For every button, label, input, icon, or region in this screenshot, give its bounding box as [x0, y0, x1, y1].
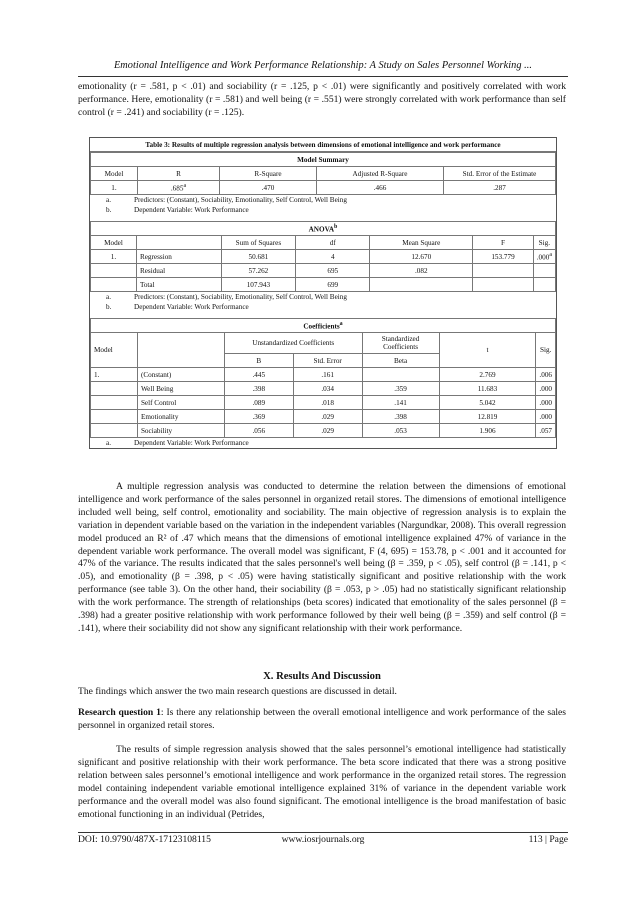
note-label: a. [106, 196, 111, 204]
anova-header: Model [91, 236, 137, 250]
anova-cell-sig: .000$^a$ [533, 250, 555, 264]
note-text: Dependent Variable: Work Performance [134, 303, 249, 311]
coef-cell: .000 [536, 382, 556, 396]
note-label: a. [106, 439, 111, 447]
anova-header: Mean Square [370, 236, 473, 250]
footer-doi: DOI: 10.9790/487X-17123108115 [78, 834, 211, 845]
anova-table [90, 221, 556, 292]
anova-header: Sum of Squares [221, 236, 296, 250]
model-summary-table [90, 152, 556, 195]
coef-cell: .369 [224, 410, 293, 424]
coef-cell: .029 [293, 410, 362, 424]
table-row [91, 264, 556, 278]
anova-cell [533, 278, 555, 292]
ms-cell: .470 [220, 181, 317, 195]
coefficients-table [90, 318, 556, 438]
section-heading: X. Results And Discussion [263, 671, 381, 682]
anova-header [136, 236, 221, 250]
ms-cell: .466 [317, 181, 444, 195]
anova-cell: Residual [136, 264, 221, 278]
coef-cell: .056 [224, 424, 293, 438]
coef-cell: .057 [536, 424, 556, 438]
ms-cell: 1. [91, 181, 138, 195]
coef-header-beta: Beta [362, 354, 439, 368]
anova-cell [91, 278, 137, 292]
anova-cell [91, 264, 137, 278]
coef-cell: .398 [224, 382, 293, 396]
coef-cell: .018 [293, 396, 362, 410]
ms-header-adjrsq: Adjusted R-Square [317, 167, 444, 181]
anova-cell [370, 278, 473, 292]
coef-header-sig: Sig. [536, 333, 556, 368]
coef-cell: .029 [293, 424, 362, 438]
regression-paragraph: A multiple regression analysis was conducted to determine the relation between the dimensions of emotional intelligence and work performance of the sales personnel in organized retail stores. The dimensions of emotional intelligence included well being, self control, emotionality and sociability. The main objective of regression analysis is to explain the variation in dependent variable based on the variation in the independent variables (Nargundkar, 2008). This overall regression model produced an R² of .47 which means that the dimensions of emotional intelligence explained 47% of variance in the dependent variable work performance. The overall model was significant, F (4, 695) = 153.78, p < .001 and it accounted for 47% of the variance. The results indicated that the sales personnel's well being (β = .359, p < .05), self control (β = .141, p < .05), and emotionality (β = .398, p < .05) were having statistically significant and positive relationship with the work performance (see table 3). On the other hand, their sociability (β = .053, p > .05) had no statistically significant relationship with the work performance. The strength of relationships (beta scores) indicated that emotionality of the sales personnel (β = .398) had a greater positive relationship with work performance followed by their well being (β = .359) and self control (β = .141), where their sociability did not show any significant relationship with their work performance. [78, 481, 566, 634]
note-label: a. [106, 293, 111, 301]
ms-cell-r: .685$^a$ [138, 181, 220, 195]
table-row [91, 250, 556, 264]
anova-cell: 4 [296, 250, 370, 264]
footer-rule [78, 832, 568, 833]
coef-cell: 1.906 [439, 424, 536, 438]
table-row [91, 368, 556, 382]
research-question-label: Research question 1 [78, 707, 161, 718]
anova-cell [473, 278, 533, 292]
coef-notes [90, 438, 556, 448]
results-paragraph: The results of simple regression analysis showed that the sales personnel’s emotional intelligence had statistically significant and positive relationship with their work performance. The beta score indicated that there was a strong positive relation between sales personnel’s emotional intelligence and work performance in the organized retail stores. The regression model containing independent variable emotional intelligence explained 31% of variance in the dependent variable work performance and the overall model was also found significant. The emotional intelligence is the broad manifestation of basic emotional functioning in an individual (Petrides, [78, 744, 566, 820]
anova-notes [90, 292, 556, 318]
ms-header-rsq: R-Square [220, 167, 317, 181]
coef-cell: .359 [362, 382, 439, 396]
anova-header: Sig. [533, 236, 555, 250]
coef-cell: .006 [536, 368, 556, 382]
ms-notes [90, 195, 556, 221]
coef-header-model: Model [91, 333, 138, 368]
coef-model-no: 1. [91, 368, 138, 382]
note-text: Predictors: (Constant), Sociability, Emotionality, Self Control, Well Being [134, 196, 347, 204]
coef-cell: (Constant) [137, 368, 224, 382]
anova-cell: 12.670 [370, 250, 473, 264]
coef-cell: 5.042 [439, 396, 536, 410]
anova-cell: 153.779 [473, 250, 533, 264]
coef-header-t: t [439, 333, 536, 368]
coef-cell: 2.769 [439, 368, 536, 382]
coef-cell: .398 [362, 410, 439, 424]
anova-cell [473, 264, 533, 278]
ms-header-model: Model [91, 167, 138, 181]
header-rule [78, 76, 568, 77]
anova-cell: Regression [136, 250, 221, 264]
note-label: b. [106, 206, 112, 214]
anova-cell: 107.943 [221, 278, 296, 292]
coef-header-se: Std. Error [293, 354, 362, 368]
coef-cell: .089 [224, 396, 293, 410]
findings-paragraph: The findings which answer the two main research questions are discussed in detail. [78, 686, 397, 697]
coef-cell [362, 368, 439, 382]
running-header: Emotional Intelligence and Work Performance Relationship: A Study on Sales Personnel Working ... [113, 60, 533, 71]
note-text: Dependent Variable: Work Performance [134, 439, 249, 447]
table-row [91, 396, 556, 410]
coef-header-std: Standardized Coefficients [362, 333, 439, 354]
note-text: Predictors: (Constant), Sociability, Emotionality, Self Control, Well Being [134, 293, 347, 301]
coef-cell: .161 [293, 368, 362, 382]
research-question-paragraph [78, 707, 566, 733]
footer-site: www.iosrjournals.org [281, 834, 365, 845]
anova-cell [533, 264, 555, 278]
model-summary-title: Model Summary [91, 153, 556, 167]
coef-cell: Self Control [137, 396, 224, 410]
ms-header-r: R [138, 167, 220, 181]
coef-cell: 11.683 [439, 382, 536, 396]
anova-cell: 695 [296, 264, 370, 278]
coef-cell: .141 [362, 396, 439, 410]
anova-cell: .082 [370, 264, 473, 278]
anova-header: df [296, 236, 370, 250]
footer-page-number: 113 | Page [528, 834, 568, 845]
coef-cell: .034 [293, 382, 362, 396]
note-text: Dependent Variable: Work Performance [134, 206, 249, 214]
table-row [91, 382, 556, 396]
anova-title: ANOVA$^b$ [91, 222, 556, 236]
anova-cell: 50.681 [221, 250, 296, 264]
coef-header-unstd: Unstandardized Coefficients [224, 333, 362, 354]
anova-cell: 699 [296, 278, 370, 292]
coef-cell: Emotionality [137, 410, 224, 424]
coef-cell: 12.819 [439, 410, 536, 424]
coef-cell: .000 [536, 410, 556, 424]
coef-cell: Well Being [137, 382, 224, 396]
coefficients-title: Coefficients$^a$ [91, 319, 556, 333]
ms-cell: .287 [444, 181, 556, 195]
table-3 [89, 137, 557, 449]
intro-paragraph: emotionality (r = .581, p < .01) and sociability (r = .125, p < .01) were significantly and positively correlated with work performance. Here, emotionality (r = .581) and well being (r = .551) were strongly correlated with work performance than self control (r = .241) and sociability (r = .125). [78, 81, 566, 118]
coef-cell: Sociability [137, 424, 224, 438]
table-caption: Table 3: Results of multiple regression analysis between dimensions of emotional intelligence and work performance [90, 138, 556, 152]
coef-cell: .053 [362, 424, 439, 438]
research-question-text: : Is there any relationship between the overall emotional intelligence and work performance of the sales personnel in organized retail stores. [78, 707, 566, 731]
coef-cell: .000 [536, 396, 556, 410]
anova-cell: 57.262 [221, 264, 296, 278]
anova-cell: 1. [91, 250, 137, 264]
table-row [91, 424, 556, 438]
coef-cell: .445 [224, 368, 293, 382]
anova-header: F [473, 236, 533, 250]
table-row [91, 410, 556, 424]
ms-header-stderr: Std. Error of the Estimate [444, 167, 556, 181]
coef-header-b: B [224, 354, 293, 368]
note-label: b. [106, 303, 112, 311]
anova-cell: Total [136, 278, 221, 292]
table-row [91, 278, 556, 292]
